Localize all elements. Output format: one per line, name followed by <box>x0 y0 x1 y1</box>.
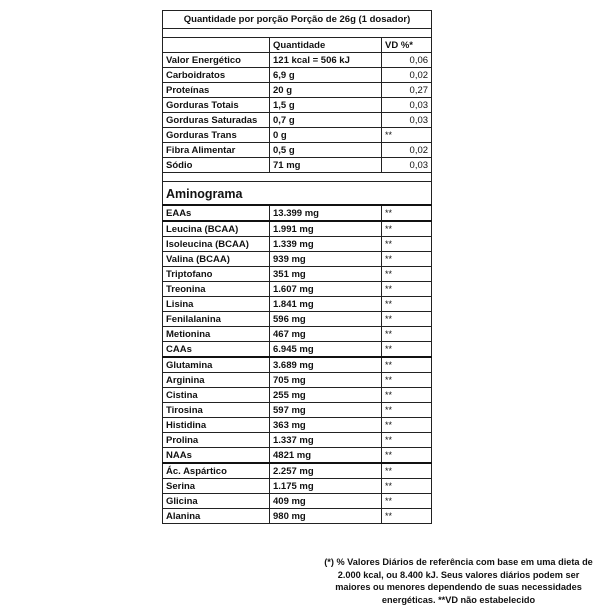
nutrient-quantity: 0 g <box>270 128 382 143</box>
amino-row <box>163 494 432 509</box>
amino-quantity: 13.399 mg <box>270 205 382 221</box>
nutrient-vd: ** <box>382 128 432 143</box>
amino-row <box>163 205 432 221</box>
nutrient-name: Fibra Alimentar <box>163 143 270 158</box>
amino-vd: ** <box>382 403 432 418</box>
amino-name: Cistina <box>163 388 270 403</box>
nutrient-vd: 0,06 <box>382 53 432 68</box>
amino-row <box>163 252 432 267</box>
nutrient-quantity: 0,7 g <box>270 113 382 128</box>
amino-quantity: 1.337 mg <box>270 433 382 448</box>
amino-quantity: 363 mg <box>270 418 382 433</box>
amino-vd: ** <box>382 237 432 252</box>
nutrient-row <box>163 83 432 98</box>
amino-vd: ** <box>382 418 432 433</box>
blank-row <box>163 29 432 38</box>
amino-name: Prolina <box>163 433 270 448</box>
amino-row <box>163 433 432 448</box>
table-title: Quantidade por porção Porção de 26g (1 dosador) <box>163 11 432 29</box>
aminograma-title: Aminograma <box>163 182 432 206</box>
header-empty-cell <box>163 38 270 53</box>
nutrient-name: Sódio <box>163 158 270 173</box>
amino-vd: ** <box>382 448 432 464</box>
nutrient-row <box>163 158 432 173</box>
nutrition-table <box>162 10 432 524</box>
amino-quantity: 467 mg <box>270 327 382 342</box>
amino-row <box>163 221 432 237</box>
amino-name: Triptofano <box>163 267 270 282</box>
amino-vd: ** <box>382 267 432 282</box>
blank-row <box>163 173 432 182</box>
amino-quantity: 596 mg <box>270 312 382 327</box>
amino-quantity: 3.689 mg <box>270 357 382 373</box>
nutrient-quantity: 121 kcal = 506 kJ <box>270 53 382 68</box>
amino-row <box>163 403 432 418</box>
amino-row <box>163 267 432 282</box>
amino-vd: ** <box>382 342 432 358</box>
amino-name: Histidina <box>163 418 270 433</box>
header-vd: VD %* <box>382 38 432 53</box>
nutrient-quantity: 71 mg <box>270 158 382 173</box>
amino-name: CAAs <box>163 342 270 358</box>
nutrient-name: Carboidratos <box>163 68 270 83</box>
amino-vd: ** <box>382 433 432 448</box>
footnote: (*) % Valores Diários de referência com base em uma dieta de 2.000 kcal, ou 8.400 kJ. Seus valores diários podem ser maiores ou menores dependendo de suas necessidades energéticas. **VD não estabelecido <box>324 557 593 605</box>
amino-name: Treonina <box>163 282 270 297</box>
amino-row <box>163 297 432 312</box>
amino-vd: ** <box>382 479 432 494</box>
amino-vd: ** <box>382 312 432 327</box>
amino-name: Arginina <box>163 373 270 388</box>
nutrient-name: Proteínas <box>163 83 270 98</box>
nutrient-vd: 0,03 <box>382 98 432 113</box>
amino-vd: ** <box>382 388 432 403</box>
amino-vd: ** <box>382 297 432 312</box>
amino-row <box>163 342 432 358</box>
amino-row <box>163 237 432 252</box>
amino-quantity: 705 mg <box>270 373 382 388</box>
amino-quantity: 939 mg <box>270 252 382 267</box>
amino-quantity: 1.991 mg <box>270 221 382 237</box>
amino-name: Valina (BCAA) <box>163 252 270 267</box>
amino-quantity: 1.175 mg <box>270 479 382 494</box>
amino-row <box>163 357 432 373</box>
amino-quantity: 980 mg <box>270 509 382 524</box>
amino-vd: ** <box>382 282 432 297</box>
nutrient-quantity: 1,5 g <box>270 98 382 113</box>
nutrient-quantity: 20 g <box>270 83 382 98</box>
amino-name: NAAs <box>163 448 270 464</box>
amino-row <box>163 448 432 464</box>
header-row <box>163 38 432 53</box>
amino-name: Alanina <box>163 509 270 524</box>
nutrient-vd: 0,02 <box>382 68 432 83</box>
amino-name: Lisina <box>163 297 270 312</box>
amino-quantity: 1.607 mg <box>270 282 382 297</box>
amino-vd: ** <box>382 357 432 373</box>
nutrient-row <box>163 53 432 68</box>
amino-quantity: 255 mg <box>270 388 382 403</box>
nutrient-name: Gorduras Saturadas <box>163 113 270 128</box>
amino-row <box>163 373 432 388</box>
amino-vd: ** <box>382 509 432 524</box>
amino-quantity: 1.339 mg <box>270 237 382 252</box>
nutrient-row <box>163 98 432 113</box>
nutrition-facts-table <box>162 10 593 605</box>
amino-quantity: 1.841 mg <box>270 297 382 312</box>
nutrient-vd: 0,03 <box>382 113 432 128</box>
amino-name: Leucina (BCAA) <box>163 221 270 237</box>
nutrient-row <box>163 128 432 143</box>
amino-row <box>163 418 432 433</box>
nutrient-quantity: 0,5 g <box>270 143 382 158</box>
amino-vd: ** <box>382 205 432 221</box>
amino-name: Ác. Aspártico <box>163 463 270 479</box>
amino-row <box>163 479 432 494</box>
amino-vd: ** <box>382 221 432 237</box>
nutrient-name: Gorduras Trans <box>163 128 270 143</box>
amino-quantity: 351 mg <box>270 267 382 282</box>
title-row <box>163 11 432 29</box>
amino-vd: ** <box>382 252 432 267</box>
amino-name: Serina <box>163 479 270 494</box>
nutrient-vd: 0,03 <box>382 158 432 173</box>
nutrient-row <box>163 143 432 158</box>
amino-quantity: 597 mg <box>270 403 382 418</box>
amino-vd: ** <box>382 494 432 509</box>
amino-vd: ** <box>382 327 432 342</box>
amino-quantity: 2.257 mg <box>270 463 382 479</box>
amino-row <box>163 312 432 327</box>
nutrient-vd: 0,02 <box>382 143 432 158</box>
amino-quantity: 6.945 mg <box>270 342 382 358</box>
nutrient-row <box>163 68 432 83</box>
amino-name: Glicina <box>163 494 270 509</box>
nutrient-quantity: 6,9 g <box>270 68 382 83</box>
amino-quantity: 4821 mg <box>270 448 382 464</box>
aminograma-title-row <box>163 182 432 206</box>
amino-vd: ** <box>382 463 432 479</box>
amino-row <box>163 509 432 524</box>
amino-name: Fenilalanina <box>163 312 270 327</box>
amino-vd: ** <box>382 373 432 388</box>
amino-row <box>163 388 432 403</box>
amino-row <box>163 327 432 342</box>
amino-row <box>163 282 432 297</box>
amino-name: Isoleucina (BCAA) <box>163 237 270 252</box>
amino-name: Metionina <box>163 327 270 342</box>
nutrient-name: Gorduras Totais <box>163 98 270 113</box>
amino-name: EAAs <box>163 205 270 221</box>
header-quantidade: Quantidade <box>270 38 382 53</box>
amino-quantity: 409 mg <box>270 494 382 509</box>
amino-name: Glutamina <box>163 357 270 373</box>
amino-row <box>163 463 432 479</box>
amino-name: Tirosina <box>163 403 270 418</box>
nutrient-row <box>163 113 432 128</box>
nutrient-vd: 0,27 <box>382 83 432 98</box>
nutrient-name: Valor Energético <box>163 53 270 68</box>
